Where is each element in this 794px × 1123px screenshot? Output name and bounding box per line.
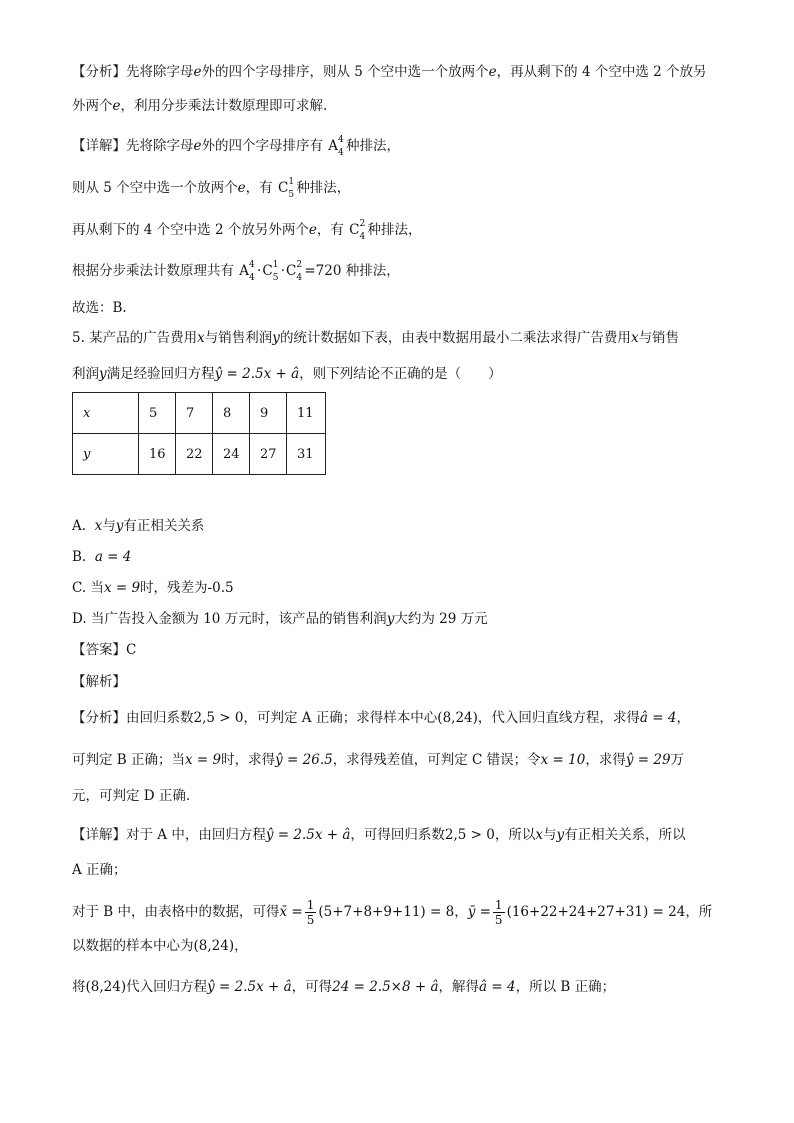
text: 以数据的样本中心为 <box>72 938 194 954</box>
math-y: y <box>99 366 107 382</box>
math-x: x <box>94 518 103 534</box>
text: 外的四个字母排序有 <box>201 138 323 154</box>
option-label: A. <box>72 518 87 534</box>
option-a <box>72 516 204 536</box>
table-cell: 9 <box>250 393 287 434</box>
table-cell: 11 <box>287 393 326 434</box>
math-expression: (5+7+8+9+11) = 8 <box>318 904 455 920</box>
math-expression: x = 9 <box>103 580 141 596</box>
regression-equation: ŷ = 2.5x + â <box>207 979 292 995</box>
text: 对于 B 中，由表格中的数据，可得 <box>72 904 280 920</box>
text: C. 当 <box>72 580 104 596</box>
text: 满足经验回归方程 <box>106 366 215 382</box>
table-cell: 5 <box>139 393 176 434</box>
permutation-a44: A 4 4 <box>239 260 255 283</box>
combination-c42: C 2 4 <box>349 219 366 242</box>
math-expression: x = 9 <box>185 752 222 768</box>
text: 时，求得 <box>221 752 276 768</box>
math-e: e <box>237 180 246 196</box>
math-expression: (16+22+24+27+31) = 24 <box>506 904 686 920</box>
text: 再从剩下的 4 个空中选 2 个放另外两个 <box>72 222 309 238</box>
math-e: e <box>488 64 497 80</box>
math-mean-x: x̄ = <box>279 904 303 920</box>
text: ，可得回归系数 <box>350 827 445 843</box>
math-y: y <box>556 827 565 843</box>
text: 种排法， <box>296 180 351 196</box>
text: ，利用分步乘法计数原理即可求解. <box>120 98 328 114</box>
table-cell: 7 <box>176 393 213 434</box>
table-cell: 31 <box>287 434 326 475</box>
math-expression: â = 4 <box>479 979 516 995</box>
analysis-line-2 <box>72 96 327 116</box>
math-expression: x = 10 <box>540 752 586 768</box>
text: ，则下列结论不正确的是（ ） <box>299 366 502 382</box>
analysis-5-line-2 <box>72 750 684 770</box>
explanation-label: 【解析】 <box>72 674 126 690</box>
option-c <box>72 578 234 598</box>
math-expression: (8,24) <box>85 979 127 995</box>
text: ，有 <box>245 180 273 196</box>
math-y: y <box>386 611 395 627</box>
text: D. 当广告投入金额为 10 万元时，该产品的销售利润 <box>72 611 387 627</box>
text: 代入回归方程 <box>126 979 208 995</box>
text: 【分析】由回归系数 <box>72 710 194 726</box>
text: 与 <box>542 827 557 843</box>
text: ，求得残差值，可判定 C 错误；令 <box>332 752 541 768</box>
question-5-line-2 <box>72 364 502 384</box>
detail-5-line-5 <box>72 977 615 997</box>
math-x: x <box>197 330 205 346</box>
fraction-one-fifth: $\frac{1}{5}$ <box>306 898 315 927</box>
text: 大约为 29 万元 <box>394 611 488 627</box>
analysis-line-1 <box>72 62 707 82</box>
detail-line-1 <box>72 136 400 156</box>
math-expression: ŷ = 29 <box>625 752 671 768</box>
text: 有正相关关系，所以 <box>564 827 686 843</box>
math-expression: â = 4 <box>639 710 677 726</box>
permutation-a44: A 4 4 <box>328 135 344 158</box>
math-x: x <box>535 827 543 843</box>
detail-line-2 <box>72 178 350 198</box>
table-cell: 24 <box>213 434 250 475</box>
table-header-y: y <box>73 434 139 475</box>
text: 有正相关关系 <box>123 518 205 534</box>
answer-label: 【答案】C <box>72 642 137 658</box>
text: ，可得 <box>291 979 333 995</box>
text: ，解得 <box>438 979 480 995</box>
option-label: B. <box>72 549 87 565</box>
text: ，再从剩下的 4 个空中选 2 个放另 <box>496 64 707 80</box>
text: ，有 <box>316 222 344 238</box>
text: ， <box>454 904 468 920</box>
fraction-one-fifth: $\frac{1}{5}$ <box>494 898 503 927</box>
detail-line-4: 根据分步乘法计数原理共有 A 4 4 ·C 1 5 ·C 2 4 =720 种排法， <box>72 260 400 283</box>
text: 可判定 B 正确；当 <box>72 752 186 768</box>
analysis-5-line-3: 元，可判定 D 正确. <box>72 788 191 804</box>
text: =720 种排法， <box>304 263 400 279</box>
math-expression: a = 4 <box>94 549 132 565</box>
text: 外两个 <box>72 98 113 114</box>
text: ，可判定 A 正确；求得样本中心 <box>243 710 438 726</box>
table-cell: 22 <box>176 434 213 475</box>
table-cell: 27 <box>250 434 287 475</box>
text: 时，残差为-0.5 <box>140 580 234 596</box>
math-expression: ŷ = 26.5 <box>275 752 333 768</box>
combination-c51: C 1 5 <box>277 177 295 200</box>
text: 种排法， <box>346 138 401 154</box>
text: 万 <box>670 752 685 768</box>
text: 【详解】先将除字母 <box>72 138 194 154</box>
detail-5-line-1 <box>72 825 686 845</box>
option-b <box>72 547 131 567</box>
math-e: e <box>193 138 202 154</box>
table-row-y <box>73 434 326 475</box>
math-expression: (8,24) <box>193 938 235 954</box>
regression-equation: ŷ = 2.5x + â <box>214 366 300 382</box>
math-y: y <box>272 330 280 346</box>
math-expression: 2,5 > 0 <box>193 710 244 726</box>
text: 外的四个字母排序，则从 5 个空中选一个放两个 <box>201 64 489 80</box>
math-y: y <box>115 518 124 534</box>
math-mean-y: ȳ = <box>467 904 491 920</box>
math-e: e <box>308 222 317 238</box>
question-5-line-1 <box>72 328 679 348</box>
text: 与销售 <box>638 330 680 346</box>
text: 的统计数据如下表，由表中数据用最小二乘法求得广告费用 <box>279 330 631 346</box>
table-row-x <box>73 393 326 434</box>
text: ，所以 B 正确； <box>515 979 616 995</box>
text: 5. 某产品的广告费用 <box>72 330 198 346</box>
detail-5-line-2: A 正确； <box>72 862 127 878</box>
analysis-5-line-1 <box>72 708 690 728</box>
text: ，所以 <box>494 827 536 843</box>
text: ， <box>676 710 690 726</box>
table-cell: 8 <box>213 393 250 434</box>
detail-5-line-4 <box>72 936 248 956</box>
text: 与 <box>102 518 116 534</box>
text: ，求得 <box>585 752 626 768</box>
combination-c51: C 1 5 <box>262 260 279 283</box>
math-expression: 2,5 > 0 <box>444 827 495 843</box>
math-expression: (8,24) <box>437 710 478 726</box>
combination-c42: C 2 4 <box>285 260 303 283</box>
table-header-x: x <box>73 393 139 434</box>
regression-equation: ŷ = 2.5x + â <box>265 827 351 843</box>
choose-answer: 故选：B. <box>72 300 127 316</box>
text: ，代入回归直线方程，求得 <box>477 710 640 726</box>
statistics-table <box>72 392 326 475</box>
text: 将 <box>72 979 86 995</box>
text: 与销售利润 <box>204 330 273 346</box>
table-cell: 16 <box>139 434 176 475</box>
text: 利润 <box>72 366 99 382</box>
detail-5-line-3 <box>72 898 712 927</box>
text: 根据分步乘法计数原理共有 <box>72 263 234 279</box>
math-e: e <box>193 64 202 80</box>
text: ， <box>234 938 248 954</box>
math-expression: 24 = 2.5×8 + â <box>332 979 439 995</box>
text: 【详解】对于 A 中，由回归方程 <box>72 827 266 843</box>
detail-line-3 <box>72 220 421 240</box>
math-x: x <box>630 330 639 346</box>
text: 则从 5 个空中选一个放两个 <box>72 180 238 196</box>
text: ，所 <box>685 904 713 920</box>
option-d <box>72 609 488 629</box>
text: 种排法， <box>367 222 422 238</box>
math-e: e <box>112 98 121 114</box>
text: 【分析】先将除字母 <box>72 64 194 80</box>
